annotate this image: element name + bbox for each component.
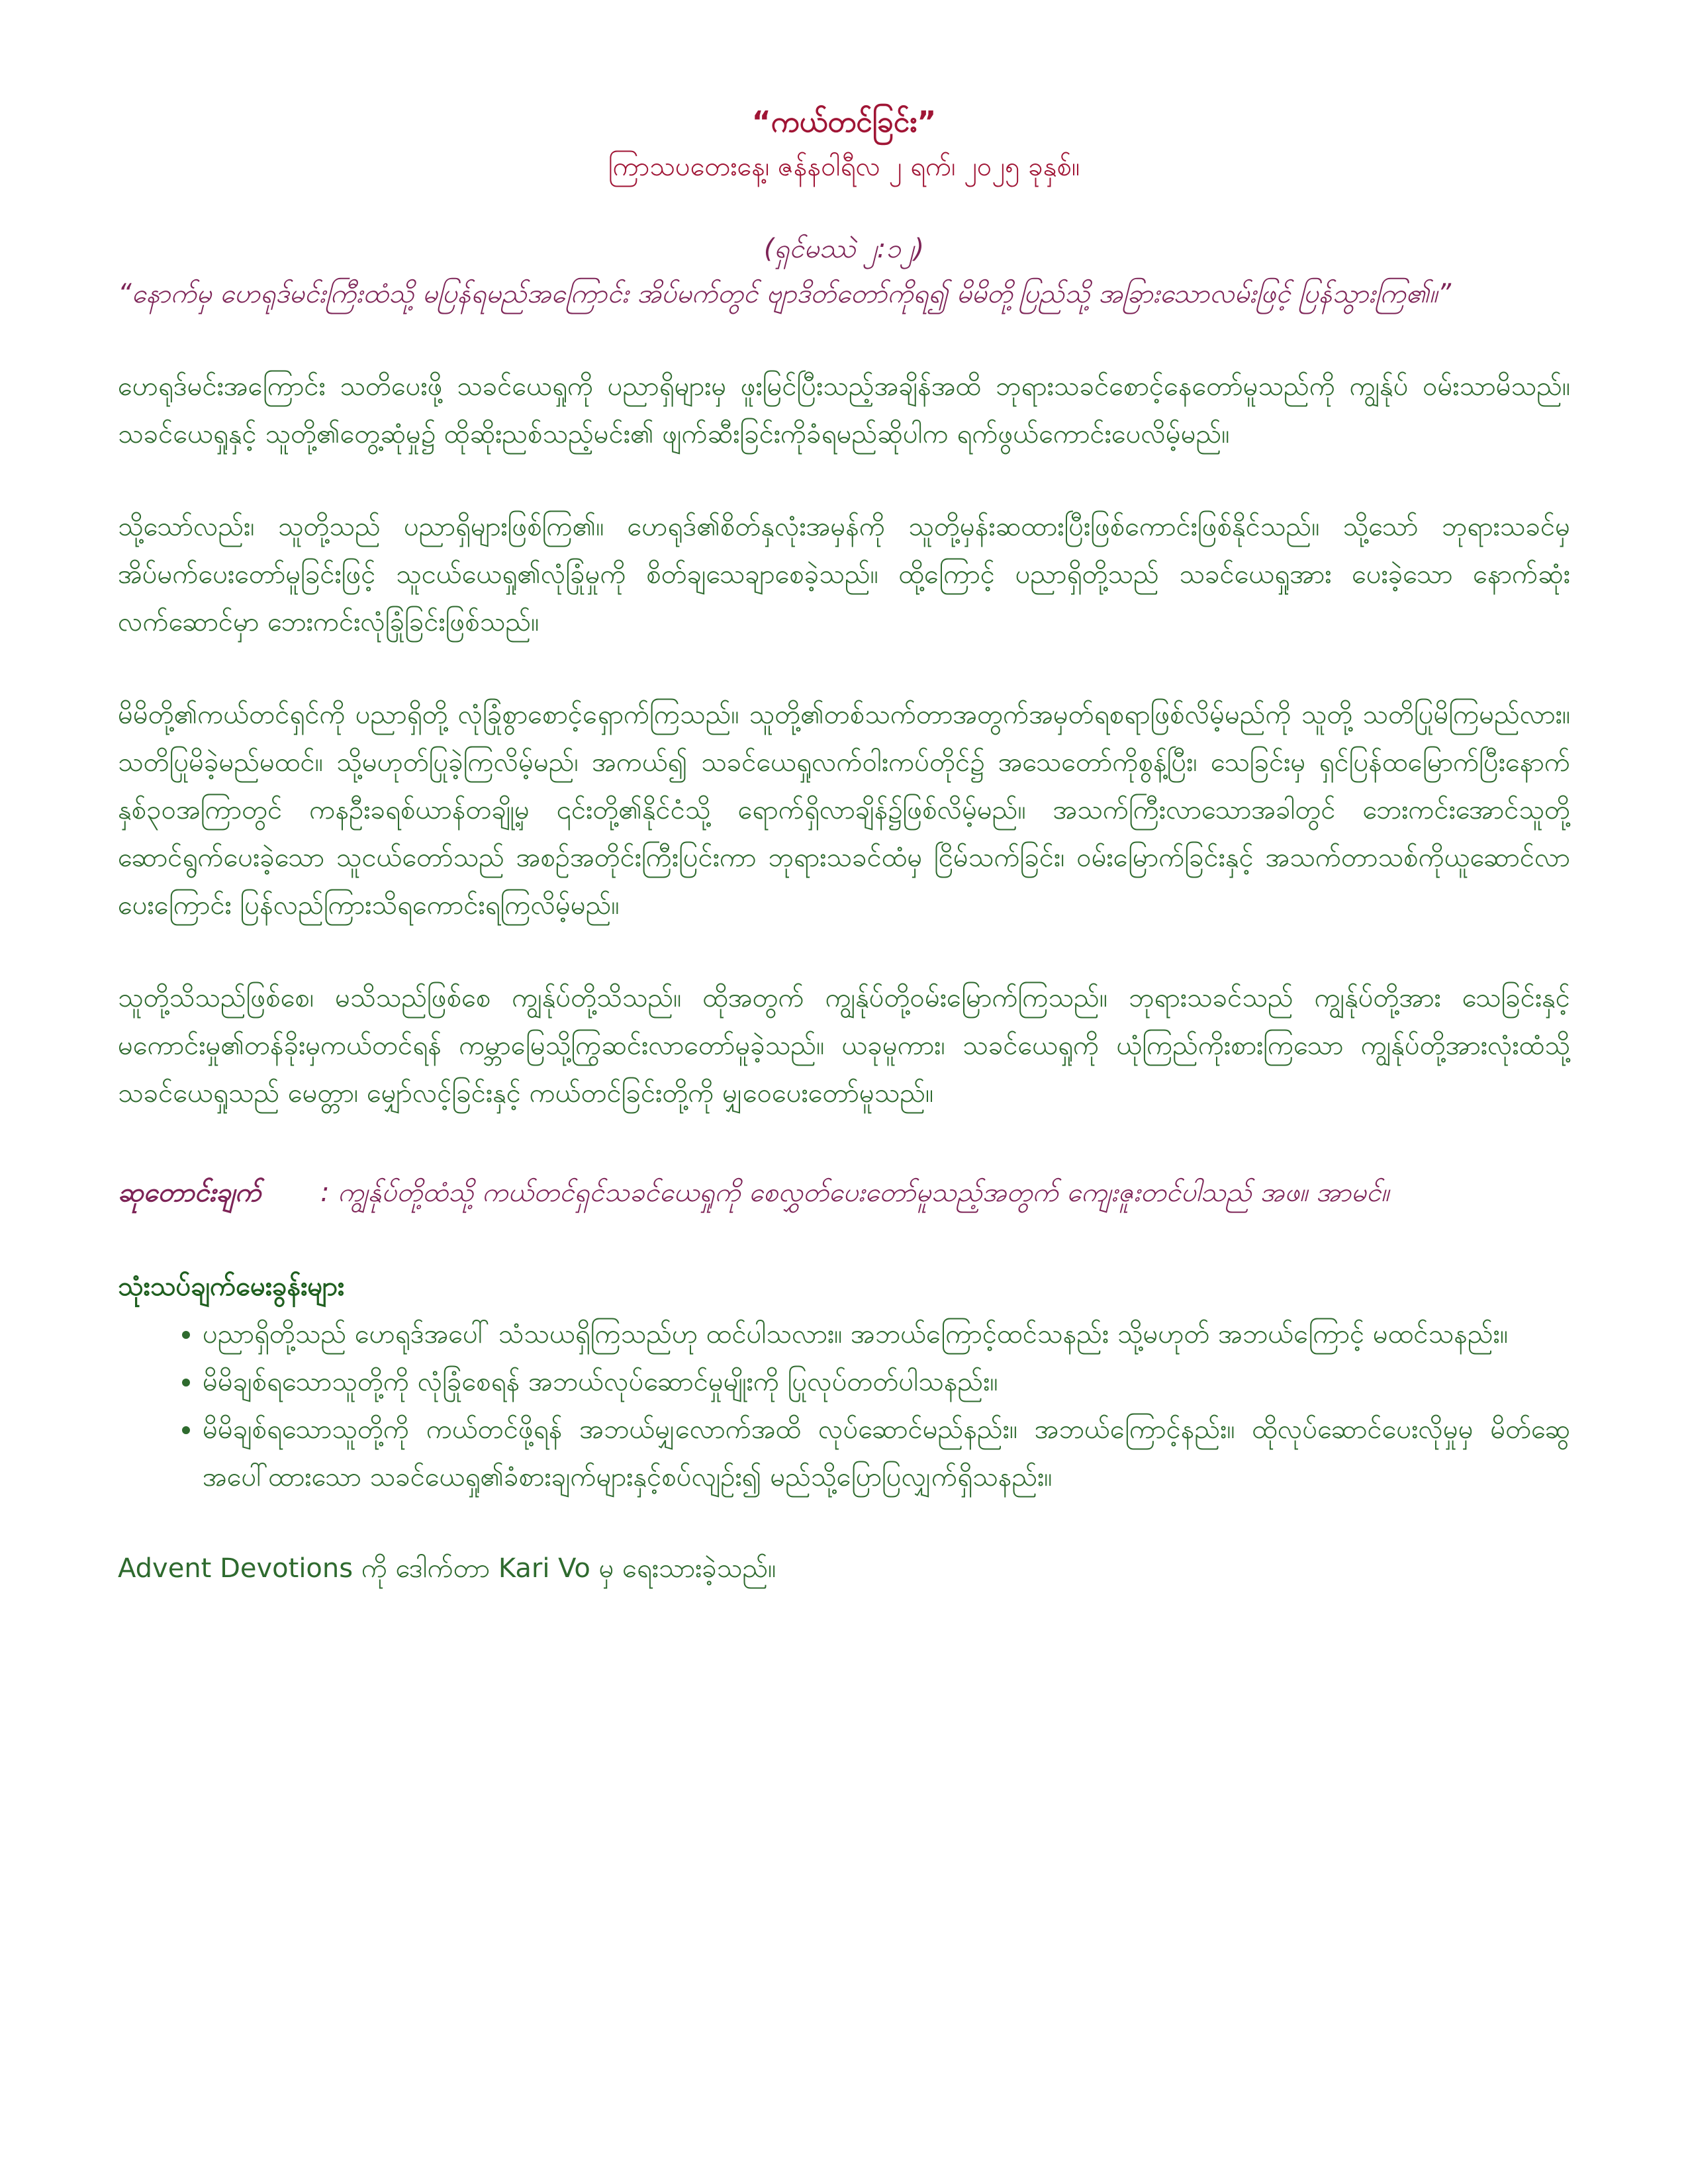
- prayer-text: : ကျွန်ုပ်တို့ထံသို့ ကယ်တင်ရှင်သခင်ယေရှုကို စေလွှတ်ပေးတော်မူသည့်အတွက် ကျေးဇူးတင်ပါသည် အဖ။ အာမင်။: [320, 1177, 1389, 1208]
- body-paragraph-1: ဟေရုဒ်မင်းအကြောင်း သတိပေးဖို့ သခင်ယေရှုကို ပညာရှိများမှ ဖူးမြင်ပြီးသည့်အချိန်အထိ ဘုရားသခင်စောင့်နေတော်မူသည်ကို ကျွန်ုပ် ဝမ်းသာမိသည်။ သခင်ယေရှုနှင့် သူတို့၏တွေ့ဆုံမှု၌ ထိုဆိုးညစ်သည့်မင်း၏ ဖျက်ဆီးခြင်းကိုခံရမည်ဆိုပါက ရက်ဖွယ်ကောင်းပေလိမ့်မည်။: [118, 371, 1570, 449]
- question-item-1: • ပညာရှိတို့သည် ဟေရုဒ်အပေါ် သံသယရှိကြသည်ဟု ထင်ပါသလား။ အဘယ်ကြောင့်ထင်သနည်း သို့မဟုတ် အဘယ်ကြောင့် မထင်သနည်း။: [203, 1310, 1570, 1358]
- questions-list: [118, 1310, 1570, 1501]
- date-line: ကြာသပတေးနေ့၊ ဇန်နဝါရီလ ၂ ရက်၊ ၂၀၂၅ ခုနှစ်။: [608, 152, 1080, 182]
- prayer-label: ဆုတောင်းချက်: [118, 1177, 261, 1208]
- body-paragraph-3: မိမိတို့၏ကယ်တင်ရှင်ကို ပညာရှိတို့ လုံခြုံစွာစောင့်ရှောက်ကြသည်။ သူတို့၏တစ်သက်တာအတွက်အမှတ်ရစရာဖြစ်လိမ့်မည်ကို သူတို့ သတိပြုမိကြမည်လား။ သတိပြုမိခဲ့မည်မထင်။ သို့မဟုတ်ပြုခဲ့ကြလိမ့်မည်၊ အကယ်၍ သခင်ယေရှုလက်ဝါးကပ်တိုင်၌ အသေတော်ကိုစွန့်ပြီး၊ သေခြင်းမှ ရှင်ပြန်ထမြောက်ပြီးနောက် နှစ်၃၀အကြာတွင် ကနဦးခရစ်ယာန်တချို့မှ ၎င်းတို့၏နိုင်ငံသို့ ရောက်ရှိလာချိန်၌ဖြစ်လိမ့်မည်။ အသက်ကြီးလာသောအခါတွင် ဘေးကင်းအောင်သူတို့ဆောင်ရွက်ပေးခဲ့သော သူငယ်တော်သည် အစဉ်အတိုင်းကြီးပြင်းကာ ဘုရားသခင်ထံမှ ငြိမ်သက်ခြင်း၊ ဝမ်းမြောက်ခြင်းနှင့် အသက်တာသစ်ကိုယူဆောင်လာပေးကြောင်း ပြန်လည်ကြားသိရကောင်းရကြလိမ့်မည်။: [118, 700, 1570, 921]
- question-item-3: • မိမိချစ်ရသောသူတို့ကို ကယ်တင်ဖို့ရန် အဘယ်မျှလောက်အထိ လုပ်ဆောင်မည်နည်း။ အဘယ်ကြောင့်နည်း။ ထိုလုပ်ဆောင်ပေးလိုမှုမှ မိတ်ဆွေအပေါ်ထားသော သခင်ယေရှု၏ခံစားချက်များနှင့်စပ်လျဉ်း၍ မည်သို့ပြောပြလျှက်ရှိသနည်း။: [203, 1406, 1570, 1501]
- body-paragraph-4: သူတို့သိသည်ဖြစ်စေ၊ မသိသည်ဖြစ်စေ ကျွန်ုပ်တို့သိသည်။ ထိုအတွက် ကျွန်ုပ်တို့ဝမ်းမြောက်ကြသည်။ ဘုရားသခင်သည် ကျွန်ုပ်တို့အား သေခြင်းနှင့် မကောင်းမှု၏တန်ခိုးမှကယ်တင်ရန် ကမ္ဘာမြေသို့ကြွဆင်းလာတော်မူခဲ့သည်။ ယခုမူကား၊ သခင်ယေရှုကို ယုံကြည်ကိုးစားကြသော ကျွန်ုပ်တို့အားလုံးထံသို့ သခင်ယေရှုသည် မေတ္တာ၊ မျှော်လင့်ခြင်းနှင့် ကယ်တင်ခြင်းတို့ကို မျှဝေပေးတော်မူသည်။: [118, 983, 1570, 1109]
- prayer-block: [118, 1169, 1570, 1216]
- author-credit: Advent Devotions ကို ဒေါက်တာ Kari Vo မှ ရေးသားခဲ့သည်။: [118, 1553, 776, 1584]
- devotion-page: [118, 99, 1570, 1592]
- scripture-verse: “နောက်မှ ဟေရုဒ်မင်းကြီးထံသို့ မပြန်ရမည်အကြောင်း အိပ်မက်တွင် ဗျာဒိတ်တော်ကိုရ၍ မိမိတို့ပြည်သို့ အခြားသောလမ်းဖြင့် ပြန်သွားကြ၏။”: [118, 279, 1452, 309]
- questions-heading: သုံးသပ်ချက်မေးခွန်းများ: [118, 1271, 345, 1302]
- body-paragraph-2: သို့သော်လည်း၊ သူတို့သည် ပညာရှိများဖြစ်ကြ၏။ ဟေရုဒ်၏စိတ်နှလုံးအမှန်ကို သူတို့မှန်းဆထားပြီးဖြစ်ကောင်းဖြစ်နိုင်သည်။ သို့သော် ဘုရားသခင်မှအိပ်မက်ပေးတော်မူခြင်းဖြင့် သူငယ်ယေရှု၏လုံခြုံမှုကို စိတ်ချသေချာစေခဲ့သည်။ ထို့ကြောင့် ပညာရှိတို့သည် သခင်ယေရှုအား ပေးခဲ့သော နောက်ဆုံးလက်ဆောင်မှာ ဘေးကင်းလုံခြုံခြင်းဖြစ်သည်။: [118, 512, 1570, 637]
- page-title: “ကယ်တင်ခြင်း”: [751, 105, 937, 139]
- question-item-2: • မိမိချစ်ရသောသူတို့ကို လုံခြုံစေရန် အဘယ်လုပ်ဆောင်မှုမျိုးကို ပြုလုပ်တတ်ပါသနည်း။: [203, 1358, 1570, 1406]
- scripture-reference: (ရှင်မဿဲ ၂:၁၂): [763, 234, 925, 264]
